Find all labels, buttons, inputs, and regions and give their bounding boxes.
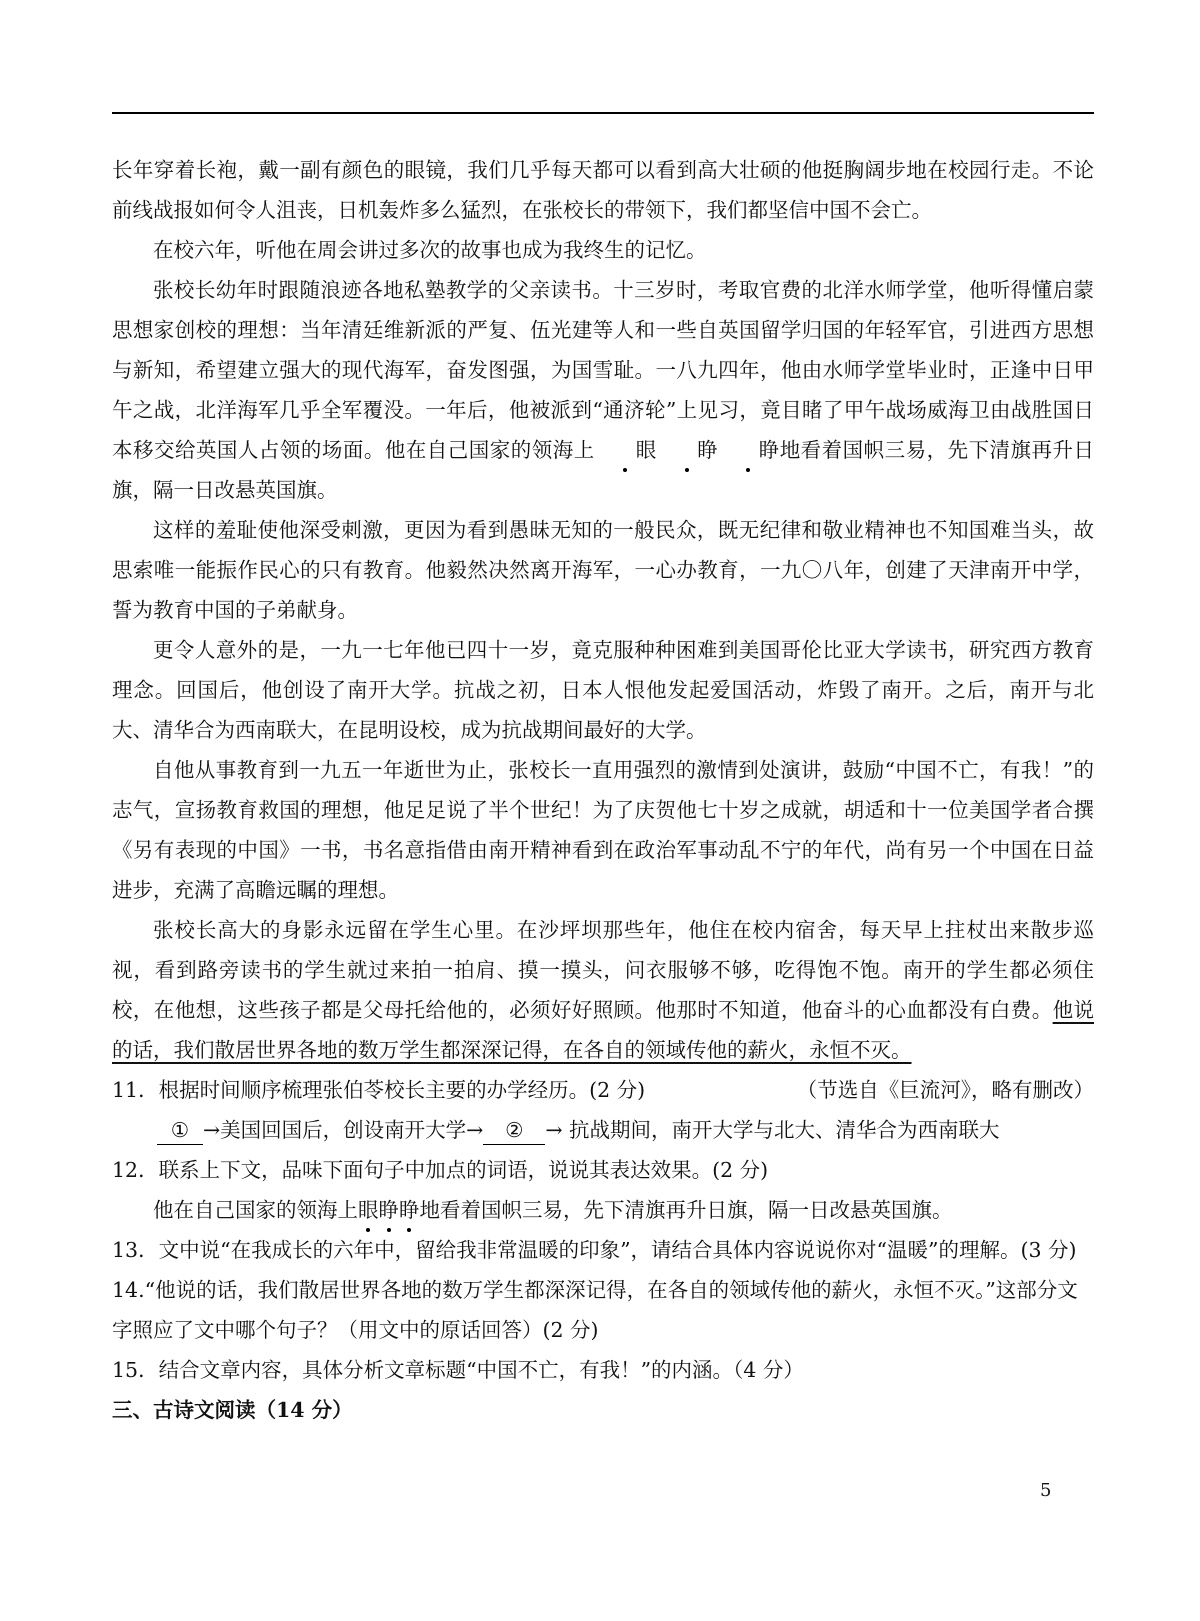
header-rule [112,112,1094,114]
paragraph-6: 自他从事教育到一九五一年逝世为止，张校长一直用强烈的激情到处演讲，鼓励“中国不亡，有我！”的志气，宣扬教育救国的理想，他足足说了半个世纪！为了庆贺他七十岁之成就，胡适和十一位美国学者合撰《另有表现的中国》一书，书名意指借由南开精神看到在政治军事动乱不宁的年代，尚有另一个中国在日益进步，充满了高瞻远瞩的理想。 [112,758,1094,902]
answer-blank-1: ① [157,1116,203,1145]
paragraph-3-text-a: 张校长幼年时跟随浪迹各地私塾教学的父亲读书。十三岁时，考取官费的北洋水师学堂，他听得懂启蒙思想家创校的理想：当年清廷维新派的严复、伍光建等人和一些自英国留学归国的年轻军官，引进西方思想与新知，希望建立强大的现代海军，奋发图强，为国雪耻。一八九四年，他由水师学堂毕业时，正逢中日甲午之战，北洋海军几乎全军覆没。一年后，他被派到“通济轮”上见习，竟目睹了甲午战场威海卫由战胜国日本移交给英国人占领的场面。他在自己国家的领海上 [112,278,1094,462]
question-12-sentence [112,1190,1094,1230]
paragraph-2: 在校六年，听他在周会讲过多次的故事也成为我终生的记忆。 [153,238,707,262]
paragraph-3 [112,270,1094,510]
question-15: 15．结合文章内容，具体分析文章标题“中国不亡，有我！”的内涵。（4 分） [112,1358,804,1382]
question-12: 12．联系上下文，品味下面句子中加点的词语，说说其表达效果。(2 分) [112,1158,769,1182]
flow-end: → 抗战期间，南开大学与北大、清华合为西南联大 [545,1118,1000,1142]
dotted-char: 眼 [595,430,657,470]
section-heading: 三、古诗文阅读（14 分） [112,1398,353,1422]
paragraph-1: 长年穿着长袍，戴一副有颜色的眼镜，我们几乎每天都可以看到高大壮硕的他挺胸阔步地在校园行走。不论前线战报如何令人沮丧，日机轰炸多么猛烈，在张校长的带领下，我们都坚信中国不会亡。 [112,158,1094,222]
underlined-sentence: 他说的话，我们散居世界各地的数万学生都深深记得，在各自的领域传他的薪火，永恒不灭。 [112,998,1095,1062]
question-11-flow [112,1110,1094,1150]
paragraph-4: 这样的羞耻使他深受刺激，更因为看到愚昧无知的一般民众，既无纪律和敬业精神也不知国难当头，故思索唯一能振作民心的只有教育。他毅然决然离开海军，一心办教育，一九〇八年，创建了天津南开中学，誓为教育中国的子弟献身。 [112,518,1094,622]
paragraph-3-text-b: 地看着国帜三易，先下清旗再升日旗，隔一日改悬英国旗。 [112,438,1095,502]
question-13: 13．文中说“在我成长的六年中，留给我非常温暖的印象”，请结合具体内容说说你对“温暖”的理解。(3 分) [112,1238,1077,1262]
document-body [112,150,1094,1430]
sentence-part-a: 他在自己国家的领海上 [153,1198,358,1222]
sentence-part-b: 地看着国帜三易，先下清旗再升日旗，隔一日改悬英国旗。 [419,1198,953,1222]
dotted-char: 睁 [379,1190,400,1230]
source-citation: （节选自《巨流河》，略有删改） [796,1078,1094,1102]
dotted-char: 睁 [656,430,718,470]
answer-blank-2: ② [483,1116,545,1145]
question-11: 11．根据时间顺序梳理张伯苓校长主要的办学经历。(2 分) [112,1078,646,1102]
paragraph-5: 更令人意外的是，一九一七年他已四十一岁，竟克服种种困难到美国哥伦比亚大学读书，研究西方教育理念。回国后，他创设了南开大学。抗战之初，日本人恨他发起爱国活动，炸毁了南开。之后，南开与北大、清华合为西南联大，在昆明设校，成为抗战期间最好的大学。 [112,638,1094,742]
dotted-char: 眼 [358,1190,379,1230]
flow-middle: →美国回国后，创设南开大学→ [203,1118,484,1142]
paragraph-7-text: 张校长高大的身影永远留在学生心里。在沙坪坝那些年，他住在校内宿舍，每天早上拄杖出来散步巡视，看到路旁读书的学生就过来拍一拍肩、摸一摸头，问衣服够不够，吃得饱不饱。南开的学生都必须住校，在他想，这些孩子都是父母托给他的，必须好好照顾。他那时不知道，他奋斗的心血都没有白费。 [112,918,1094,1022]
question-14: 14.“他说的话，我们散居世界各地的数万学生都深深记得，在各自的领域传他的薪火，永恒不灭。”这部分文字照应了文中哪个句子？（用文中的原话回答）(2 分) [112,1278,1078,1342]
page-number: 5 [1040,1480,1052,1501]
dotted-char: 睁 [399,1190,420,1230]
dotted-char: 睁 [718,430,780,470]
